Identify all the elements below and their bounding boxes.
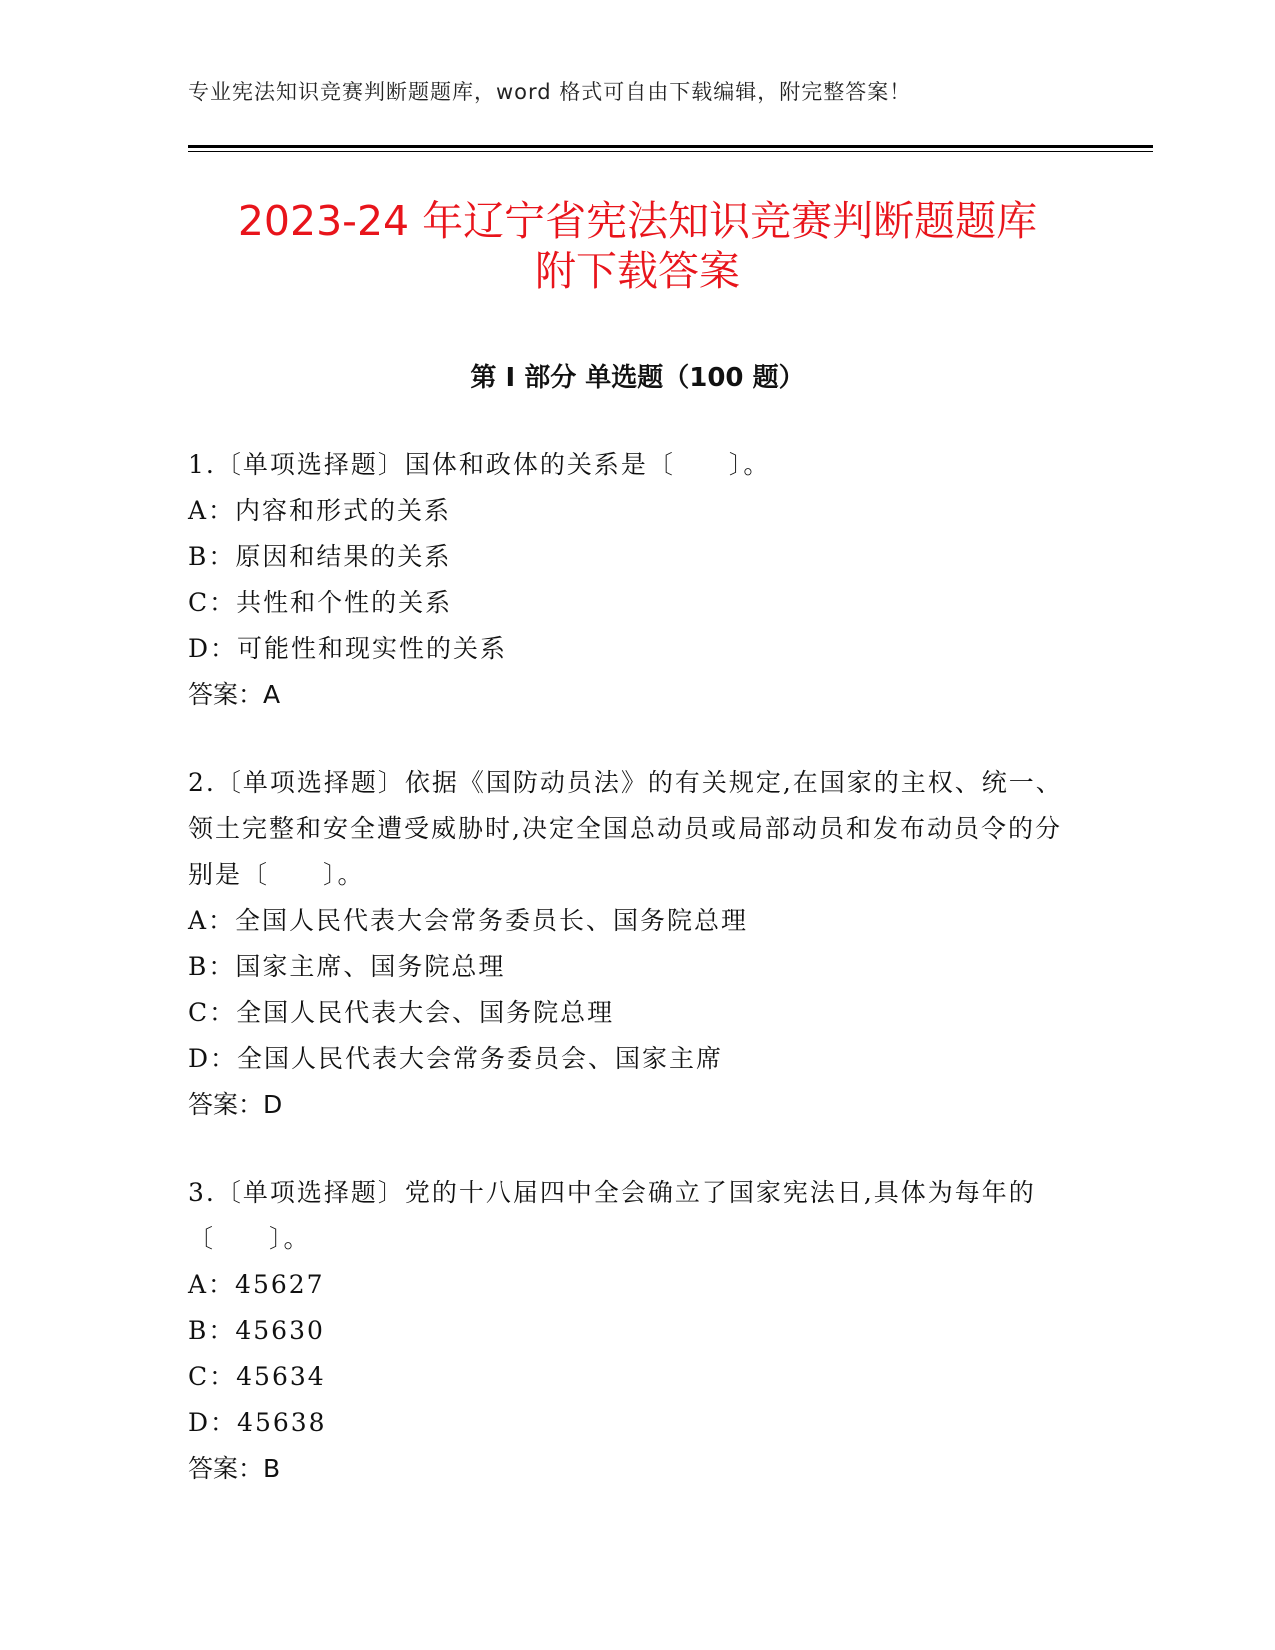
option-d: D：45638 [188,1408,327,1437]
option-d: D：全国人民代表大会常务委员会、国家主席 [188,1044,724,1073]
option-a: A：45627 [188,1270,325,1299]
question-1 [188,442,1088,718]
option-c: C：45634 [188,1362,326,1391]
section-title: 第 I 部分 单选题（100 题） [470,363,805,393]
option-a: A：内容和形式的关系 [188,496,452,525]
option-d: D：可能性和现实性的关系 [188,634,508,663]
document-title-line-2: 附下载答案 [535,247,740,295]
header-note: 专业宪法知识竞赛判断题题库，word 格式可自由下载编辑，附完整答案！ [188,80,912,104]
question-3 [188,1170,1088,1492]
option-b: B：原因和结果的关系 [188,542,452,571]
question-list [188,442,1088,1534]
option-c: C：共性和个性的关系 [188,588,453,617]
option-a: A：全国人民代表大会常务委员长、国务院总理 [188,906,749,935]
answer: 答案：D [188,1090,283,1119]
question-stem: 1.〔单项选择题〕国体和政体的关系是〔 〕。 [188,450,771,479]
question-stem: 3.〔单项选择题〕党的十八届四中全会确立了国家宪法日,具体为每年的〔 〕。 [188,1178,1036,1253]
document-title-line-1: 2023-24 年辽宁省宪法知识竞赛判断题题库 [237,197,1038,245]
answer: 答案：B [188,1454,281,1483]
answer: 答案：A [188,680,281,709]
option-b: B：45630 [188,1316,325,1345]
option-b: B：国家主席、国务院总理 [188,952,506,981]
option-c: C：全国人民代表大会、国务院总理 [188,998,615,1027]
header-rule-thick [188,145,1153,148]
document-title [0,196,1275,296]
question-2 [188,760,1088,1128]
header-rule-thin [188,151,1153,152]
question-stem: 2.〔单项选择题〕依据《国防动员法》的有关规定,在国家的主权、统一、领土完整和安全遭受威胁时,决定全国总动员或局部动员和发布动员令的分别是〔 〕。 [188,768,1063,889]
